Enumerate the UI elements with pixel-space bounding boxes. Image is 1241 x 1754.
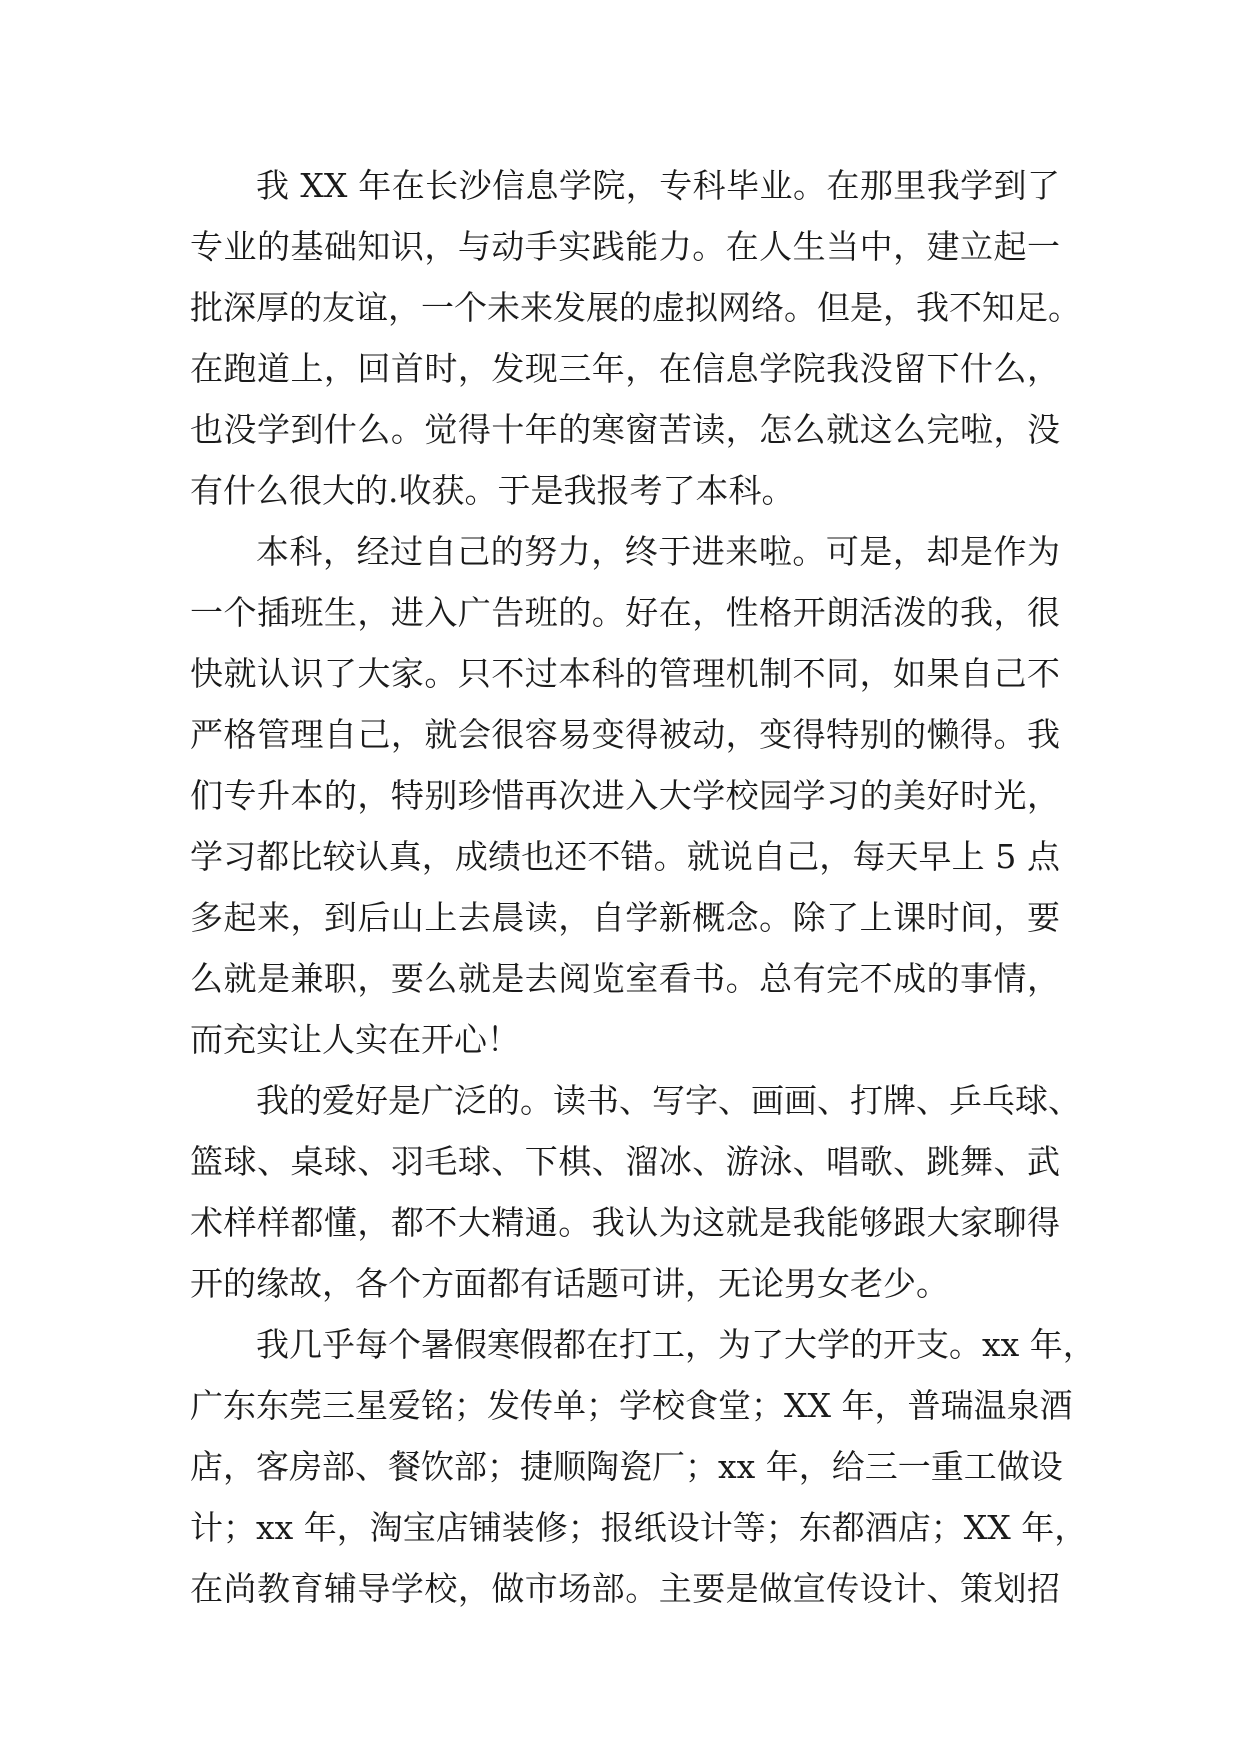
text-line: 我几乎每个暑假寒假都在打工，为了大学的开支。xx 年， bbox=[256, 1325, 1096, 1364]
text-line: 我的爱好是广泛的。读书、写字、画画、打牌、乒乓球、 bbox=[256, 1081, 1081, 1120]
text-line: 店，客房部、餐饮部；捷顺陶瓷厂；xx 年，给三一重工做设 bbox=[190, 1447, 1063, 1486]
text-line: 有什么很大的.收获。于是我报考了本科。 bbox=[190, 471, 795, 510]
paragraph-education-college bbox=[190, 155, 1081, 521]
text-line: 开的缘故，各个方面都有话题可讲，无论男女老少。 bbox=[190, 1264, 949, 1303]
text-line: 在尚教育辅导学校，做市场部。主要是做宣传设计、策划招 bbox=[190, 1569, 1060, 1608]
text-line: 在跑道上，回首时，发现三年，在信息学院我没留下什么， bbox=[190, 349, 1060, 388]
text-line: 学习都比较认真，成绩也还不错。就说自己，每天早上 5 点 bbox=[190, 837, 1060, 876]
text-line: 专业的基础知识，与动手实践能力。在人生当中，建立起一 bbox=[190, 227, 1060, 266]
text-line: 计；xx 年，淘宝店铺装修；报纸设计等；东都酒店；XX 年， bbox=[190, 1508, 1088, 1547]
text-line: 批深厚的友谊，一个未来发展的虚拟网络。但是，我不知足。 bbox=[190, 288, 1081, 327]
text-line: 术样样都懂，都不大精通。我认为这就是我能够跟大家聊得 bbox=[190, 1203, 1060, 1242]
document-body bbox=[190, 155, 1096, 1619]
text-line: 篮球、桌球、羽毛球、下棋、溜冰、游泳、唱歌、跳舞、武 bbox=[190, 1142, 1060, 1181]
text-line: 们专升本的，特别珍惜再次进入大学校园学习的美好时光， bbox=[190, 776, 1060, 815]
text-line: 一个插班生，进入广告班的。好在，性格开朗活泼的我，很 bbox=[190, 593, 1060, 632]
text-line: 我 XX 年在长沙信息学院，专科毕业。在那里我学到了 bbox=[256, 166, 1060, 205]
paragraph-work-experience bbox=[190, 1314, 1096, 1619]
text-line: 也没学到什么。觉得十年的寒窗苦读，怎么就这么完啦，没 bbox=[190, 410, 1060, 449]
text-line: 么就是兼职，要么就是去阅览室看书。总有完不成的事情， bbox=[190, 959, 1060, 998]
text-line: 快就认识了大家。只不过本科的管理机制不同，如果自己不 bbox=[190, 654, 1060, 693]
text-line: 严格管理自己，就会很容易变得被动，变得特别的懒得。我 bbox=[190, 715, 1060, 754]
text-line: 多起来，到后山上去晨读，自学新概念。除了上课时间，要 bbox=[190, 898, 1060, 937]
paragraph-education-undergrad bbox=[190, 521, 1060, 1070]
text-line: 本科，经过自己的努力，终于进来啦。可是，却是作为 bbox=[256, 532, 1060, 571]
paragraph-hobbies bbox=[190, 1070, 1081, 1314]
text-line: 广东东莞三星爱铭；发传单；学校食堂；XX 年，普瑞温泉酒 bbox=[190, 1386, 1073, 1425]
text-line: 而充实让人实在开心！ bbox=[190, 1020, 520, 1059]
